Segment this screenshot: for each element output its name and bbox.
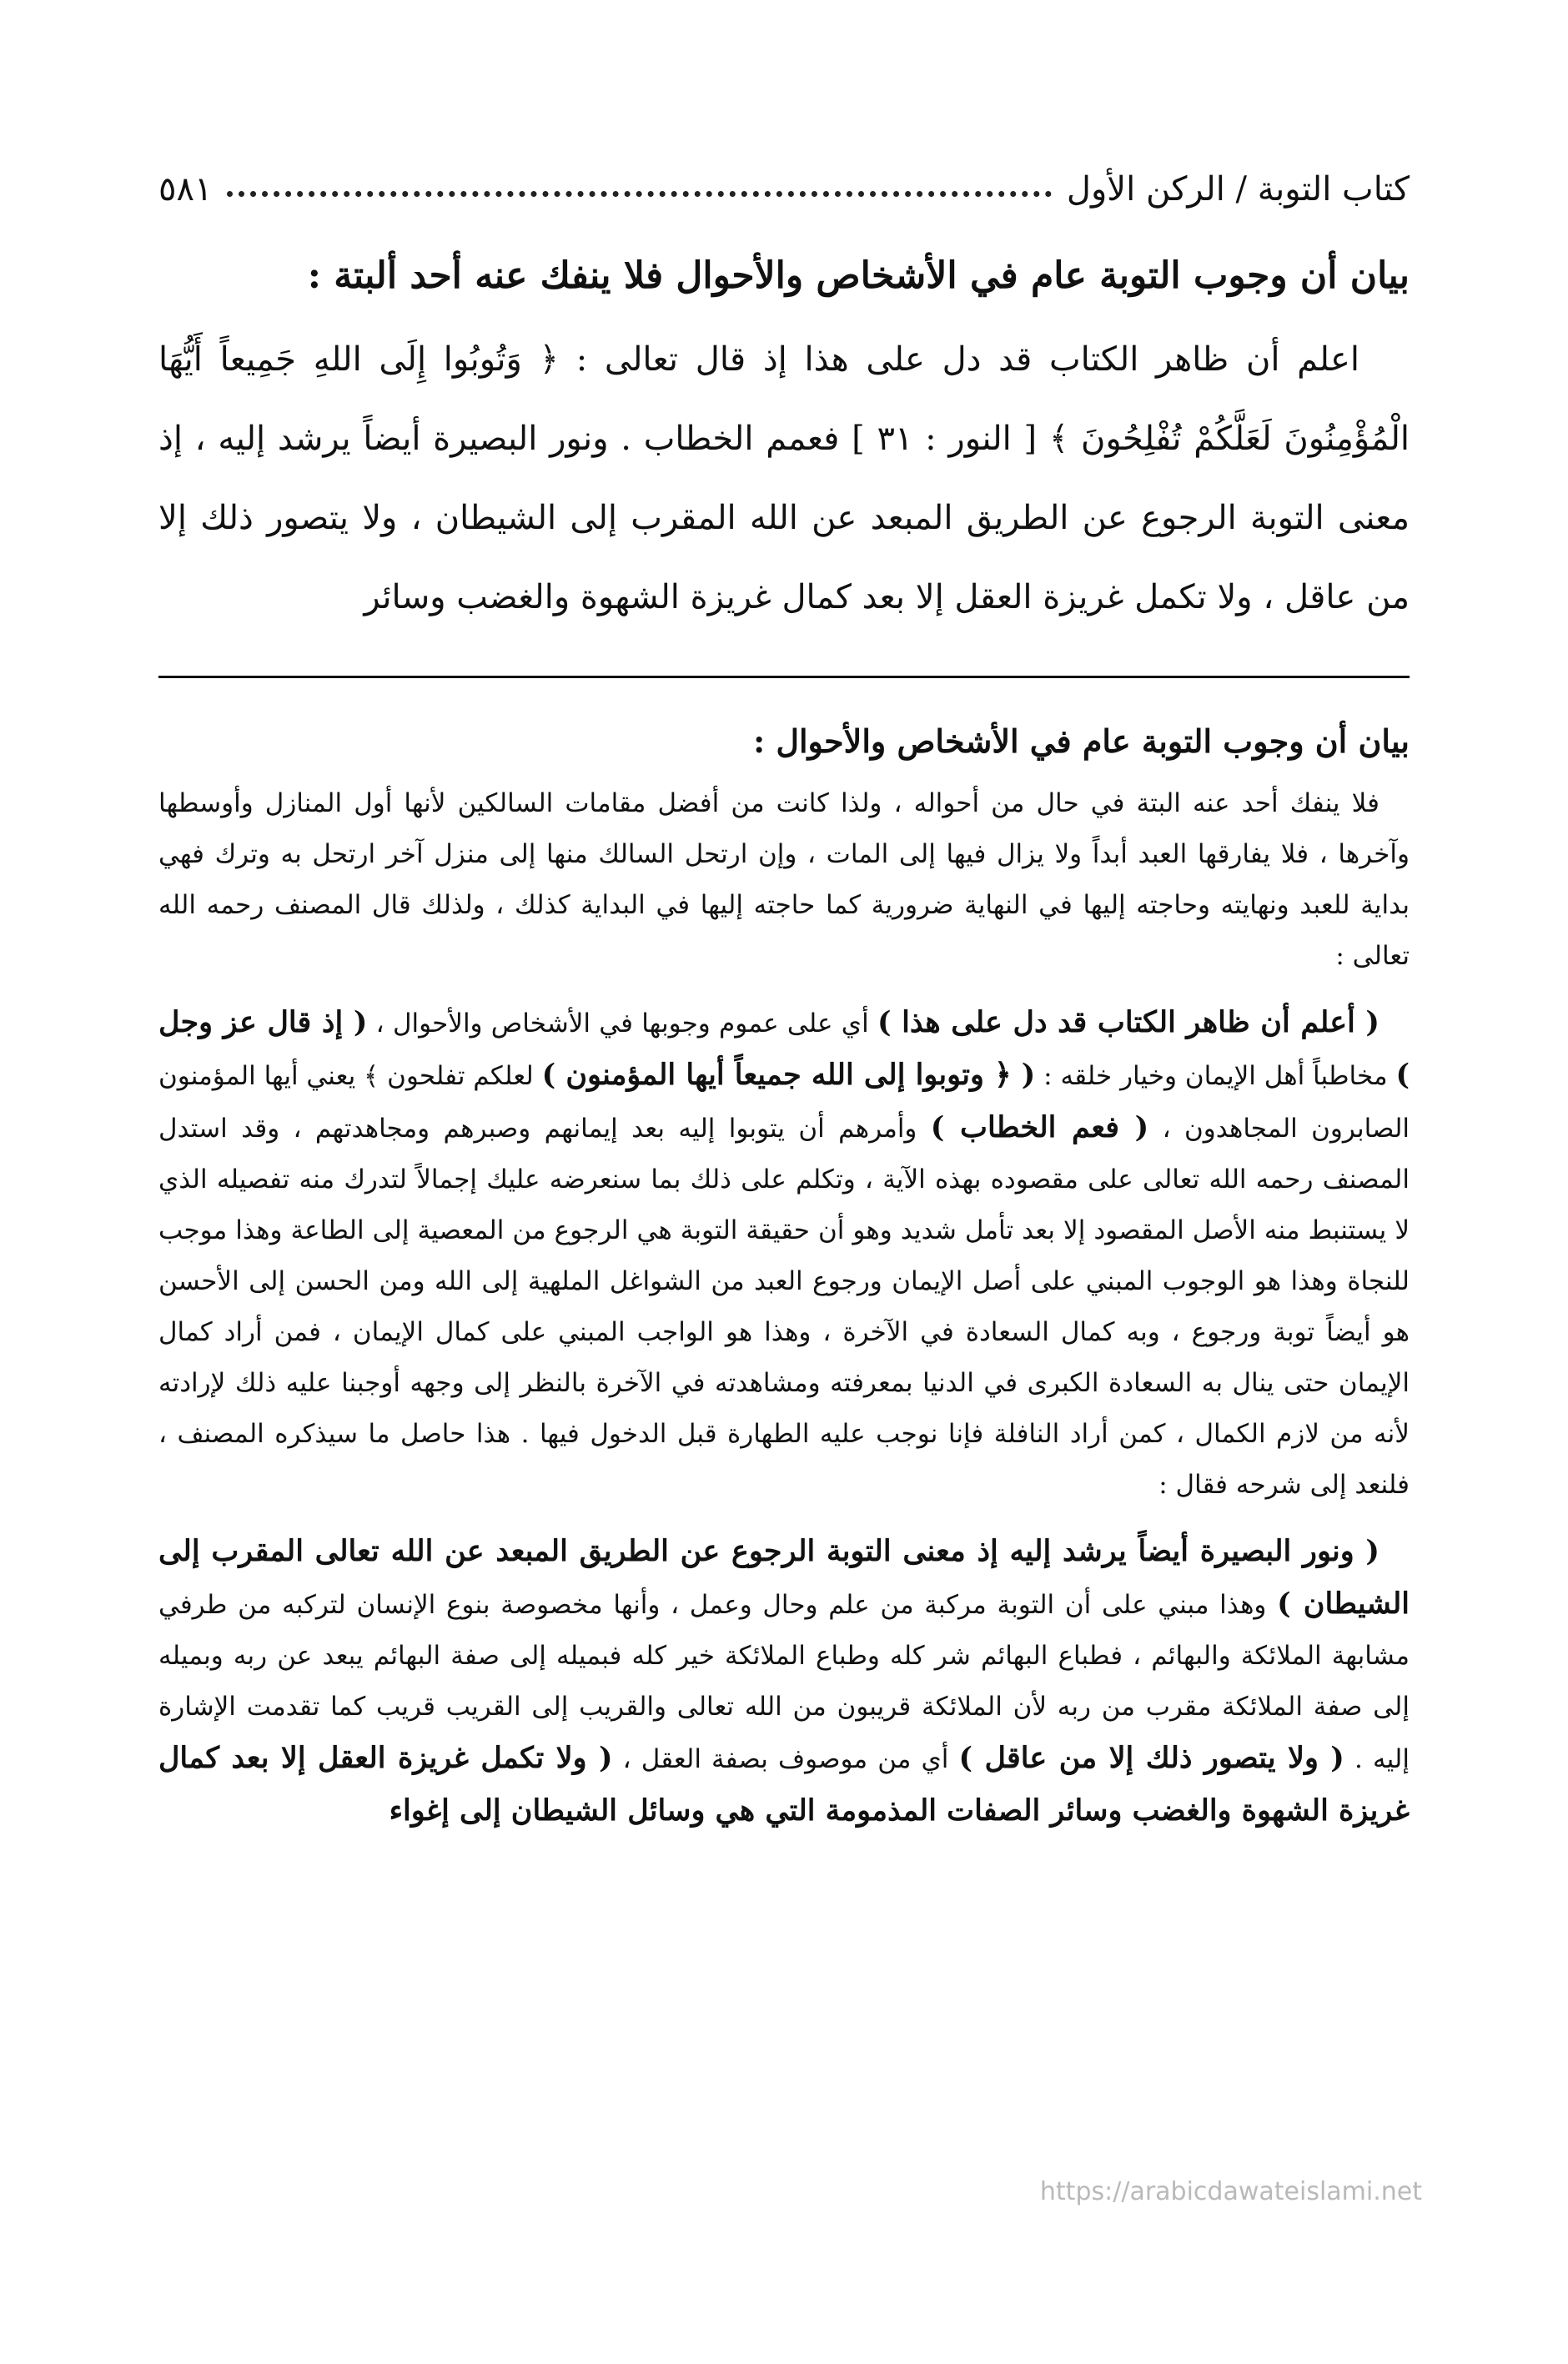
separator-rule	[158, 676, 1410, 678]
quoted-text: ( ﴿ وتوبوا إلى الله جميعاً أيها المؤمنون )	[541, 1058, 1036, 1092]
quoted-text: ( ولا تكمل غريزة العقل إلا بعد كمال غريزة الشهوة والغضب وسائر الصفات المذمومة التي هي وسائل الشيطان إلى إغواء	[158, 1741, 1410, 1828]
commentary-text: أي من موصوف بصفة العقل ،	[612, 1744, 959, 1774]
main-heading: بيان أن وجوب التوبة عام في الأشخاص والأحوال فلا ينفك عنه أحد ألبتة :	[307, 254, 1410, 297]
watermark-url: https://arabicdawateislami.net	[1039, 2177, 1422, 2206]
commentary-paragraph-2	[158, 997, 1410, 1511]
quoted-text: ( إذ قال عز وجل )	[158, 1005, 1410, 1092]
main-paragraph: اعلم أن ظاهر الكتاب قد دل على هذا إذ قال تعالى : ﴿ وَتُوبُوا إِلَى اللهِ جَمِيعاً أَيُّهَا الْمُؤْمِنُونَ لَعَلَّكُمْ تُفْلِحُونَ ﴾ [ النور : ٣١ ] فعمم الخطاب . ونور البصيرة أيضاً يرشد إليه ، إذ معنى التوبة الرجوع عن الطريق المبعد عن الله المقرب إلى الشيطان ، ولا يتصور ذلك إلا من عاقل ، ولا تكمل غريزة العقل إلا بعد كمال غريزة الشهوة والغضب وسائر	[158, 340, 1410, 616]
quoted-text: ( فعم الخطاب )	[930, 1110, 1149, 1144]
commentary-text: أي على عموم وجوبها في الأشخاص والأحوال ،	[367, 1008, 877, 1039]
commentary-text: مخاطباً أهل الإيمان وخيار خلقه :	[1035, 1061, 1396, 1091]
quoted-text: ( ولا يتصور ذلك إلا من عاقل )	[958, 1741, 1344, 1775]
quoted-text: ( أعلم أن ظاهر الكتاب قد دل على هذا )	[877, 1005, 1380, 1039]
leader-dots	[227, 190, 1051, 197]
commentary	[158, 717, 1410, 1838]
commentary-text: لعلكم تفلحون ﴾ يعني أيها المؤمنون الصابرون المجاهدون ،	[158, 1061, 1410, 1144]
commentary-text: وهذا مبني على أن التوبة مركبة من علم وحال وعمل ، وأنها مخصوصة بنوع الإنسان لتركبه من طرفي مشابهة الملائكة والبهائم ، فطباع البهائم شر كله وطباع الملائكة خير كله فبميله إلى صفة البهائم يبعد عن ربه وبميله إلى صفة الملائكة مقرب من ربه لأن الملائكة قريبون من الله تعالى والقريب إلى القريب قريب كما تقدمت الإشارة إليه .	[158, 1590, 1410, 1774]
quoted-text: ( ونور البصيرة أيضاً يرشد إليه إذ معنى التوبة الرجوع عن الطريق المبعد عن الله تعالى المقرب إلى الشيطان )	[158, 1534, 1410, 1621]
commentary-heading: بيان أن وجوب التوبة عام في الأشخاص والأحوال :	[753, 722, 1410, 760]
running-title: كتاب التوبة / الركن الأول	[1066, 170, 1410, 209]
running-header	[158, 150, 1410, 209]
main-text	[158, 250, 1410, 637]
page-number: ٥٨١	[158, 170, 213, 209]
commentary-paragraph-1: فلا ينفك أحد عنه البتة في حال من أحواله ، ولذا كانت من أفضل مقامات السالكين لأنها أول المنازل وأوسطها وآخرها ، فلا يفارقها العبد أبداً ولا يزال فيها إلى المات ، وإن ارتحل السالك منها إلى منزل آخر ارتحل به وترك فهي بداية للعبد ونهايته وحاجته إليها في النهاية ضرورية كما حاجته إليها في البداية كذلك ، ولذلك قال المصنف رحمه الله تعالى :	[158, 788, 1410, 971]
commentary-text: وأمرهم أن يتوبوا إليه بعد إيمانهم وصبرهم ومجاهدتهم ، وقد استدل المصنف رحمه الله تعالى على مقصوده بهذه الآية ، وتكلم على ذلك بما سنعرضه عليك إجمالاً لتدرك منه تفصيله الذي لا يستنبط منه الأصل المقصود إلا بعد تأمل شديد وهو أن حقيقة التوبة هي الرجوع من المعصية إلى الطاعة وهذا موجب للنجاة وهذا هو الوجوب المبني على أصل الإيمان ورجوع العبد من الشواغل الملهية إلى الله ومن الحسن إلى الأحسن هو أيضاً توبة ورجوع ، وبه كمال السعادة في الآخرة ، وهذا هو الواجب المبني على كمال الإيمان ، فمن أراد كمال الإيمان حتى ينال به السعادة الكبرى في الدنيا بمعرفته ومشاهدته في الآخرة بالنظر إلى وجهه أوجبنا عليه ذلك لإرادته لأنه من لازم الكمال ، كمن أراد النافلة فإنا نوجب عليه الطهارة قبل الدخول فيها . هذا حاصل ما سيذكره المصنف ، فلنعد إلى شرحه فقال :	[158, 1114, 1410, 1500]
commentary-paragraph-3	[158, 1526, 1410, 1838]
